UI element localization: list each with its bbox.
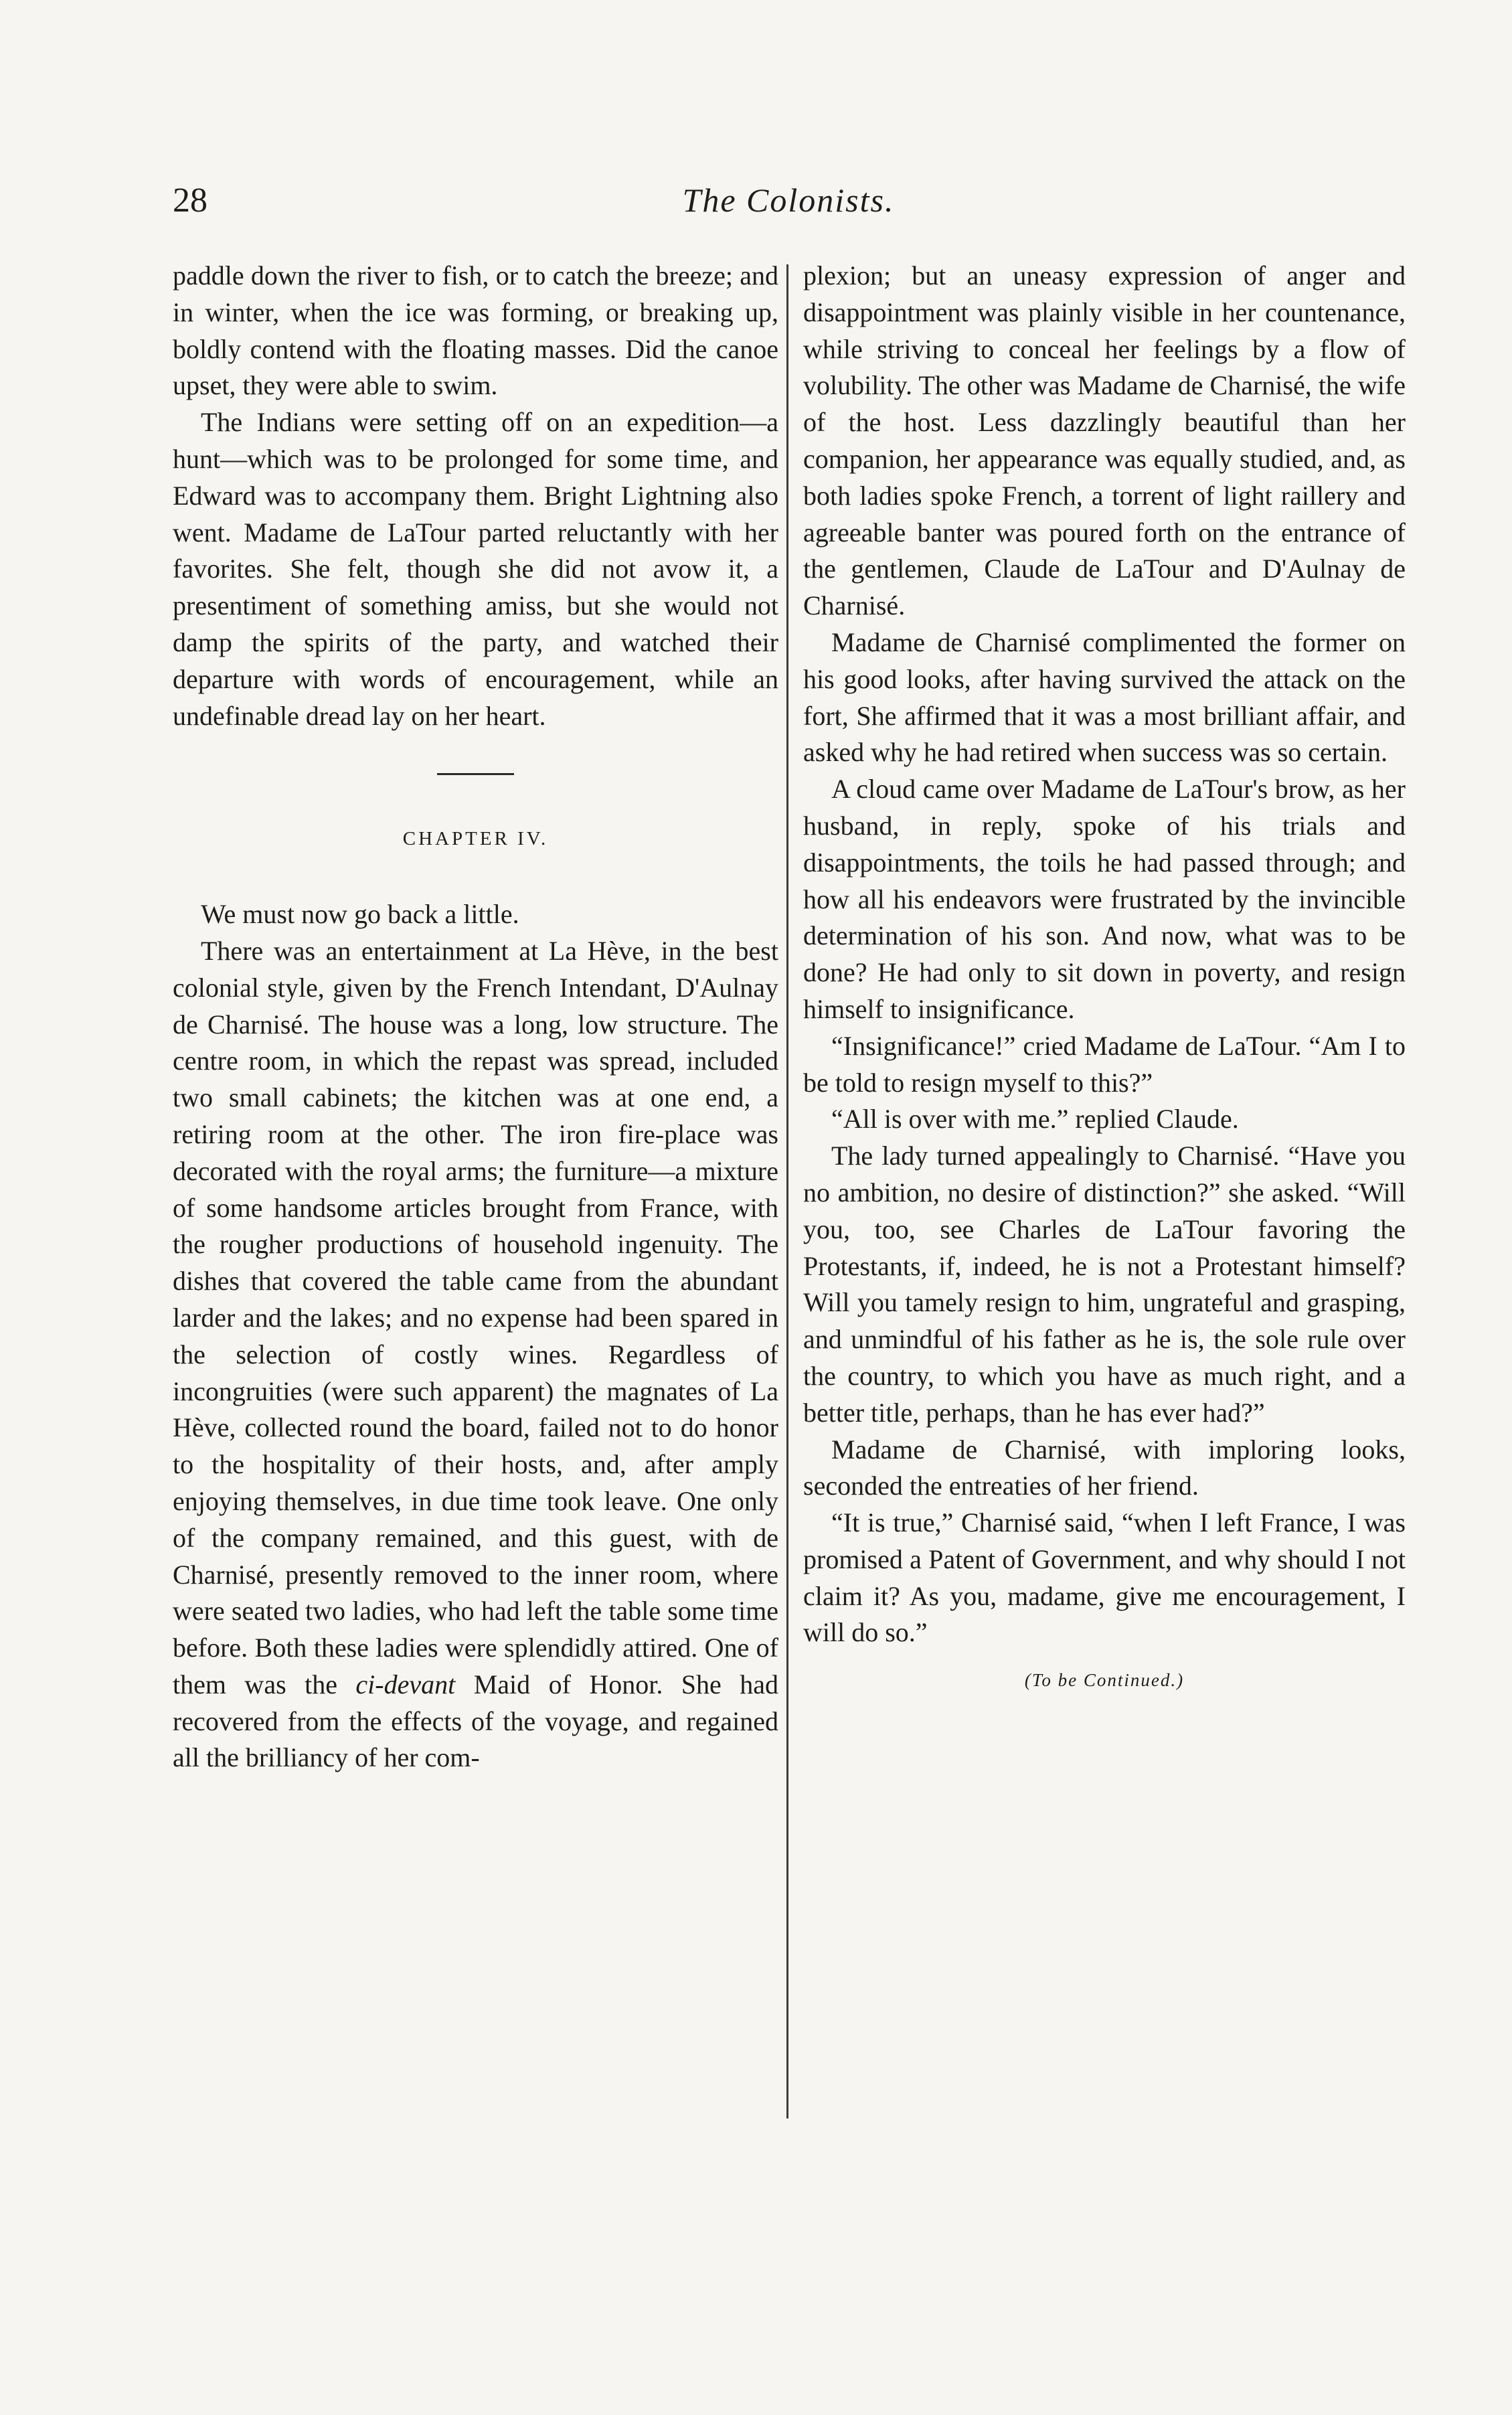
page-header bbox=[173, 181, 1404, 241]
paragraph: “It is true,” Charnisé said, “when I left France, I was promised a Patent of Government, and why should I not claim it? As you, madame, give me encouragement, I will do so.” bbox=[803, 1507, 1406, 1648]
to-be-continued-note: (To be Continued.) bbox=[1024, 1670, 1185, 1691]
paragraph: Madame de Charnisé complimented the former on his good looks, after having survived the attack on the fort, She affirmed that it was a most brilliant affair, and asked why he had retired when success was so certain. bbox=[803, 627, 1406, 768]
paragraph: paddle down the river to fish, or to catch the breeze; and in winter, when the ice was forming, or breaking up, boldly contend with the floating masses. Did the canoe upset, they were able to swim. bbox=[173, 260, 778, 401]
paragraph: Madame de Charnisé, with imploring looks, seconded the entreaties of her friend. bbox=[803, 1434, 1406, 1501]
running-title: The Colonists. bbox=[682, 181, 895, 219]
paragraph: “All is over with me.” replied Claude. bbox=[831, 1104, 1239, 1135]
right-column bbox=[803, 258, 1406, 1699]
paragraph: The lady turned appealingly to Charnisé. “Have you no ambition, no desire of distinction?” she asked. “Will you, too, see Charles de LaTour favoring the Protestants, if, indeed, he is not a Protestant himself? Will you tamely resign to him, ungrateful and grasping, and unmindful of his father as he is, the sole rule over the country, to which you have as much right, and a better title, perhaps, than he has ever had?” bbox=[803, 1141, 1406, 1428]
left-column bbox=[173, 258, 778, 1776]
chapter-heading: CHAPTER IV. bbox=[402, 828, 549, 850]
paragraph: “Insignificance!” cried Madame de LaTour. “Am I to be told to resign myself to this?” bbox=[803, 1030, 1406, 1098]
paragraph: The Indians were setting off on an expedition—a hunt—which was to be prolonged for some time, and Edward was to accompany them. Bright Lightning also went. Madame de LaTour parted reluctantly with her favorites. She felt, though she did not avow it, a presentiment of something amiss, but she would not damp the spirits of the party, and watched their departure with words of encouragement, while an undefinable dread lay on her heart. bbox=[173, 407, 778, 731]
section-divider bbox=[437, 773, 514, 775]
paragraph-text: Maid of Honor. She had recovered from the effects of the voyage, and regained all the brilliancy of her com- bbox=[173, 1669, 778, 1773]
column-divider-rule bbox=[786, 264, 788, 2118]
paragraph: plexion; but an uneasy expression of anger and disappointment was plainly visible in her countenance, while striving to conceal her feelings by a flow of volubility. The other was Madame de Charnisé, the wife of the host. Less dazzlingly beautiful than her companion, her appearance was equally studied, and, as both ladies spoke French, a torrent of light raillery and agreeable banter was poured forth on the entrance of the gentlemen, Claude de LaTour and D'Aulnay de Charnisé. bbox=[803, 260, 1406, 621]
page-number: 28 bbox=[173, 181, 207, 220]
paragraph: A cloud came over Madame de LaTour's brow, as her husband, in reply, spoke of his trials and disappointments, the toils he had passed through; and how all his endeavors were frustrated by the invincible determination of his son. And now, what was to be done? He had only to sit down in poverty, and resign himself to insignificance. bbox=[803, 774, 1406, 1024]
paragraph: We must now go back a little. bbox=[201, 899, 519, 930]
paragraph-text: There was an entertainment at La Hève, in the best colonial style, given by the French Intendant, D'Aulnay de Charnisé. The house was a long, low structure. The centre room, in which the repast was spread, included two small cabinets; the kitchen was at one end, a retiring room at the other. The iron fire-place was decorated with the royal arms; the furniture—a mixture of some handsome articles brought from France, with the rougher productions of household ingenuity. The dishes that covered the table came from the abundant larder and the lakes; and no expense had been spared in the selection of costly wines. Regardless of incongruities (were such apparent) the magnates of La Hève, collected round the board, failed not to do honor to the hospitality of their hosts, and, after amply enjoying themselves, in due time took leave. One only of the company remained, and this guest, with de Charnisé, presently removed to the inner room, where were seated two ladies, who had left the table some time before. Both these ladies were splendidly attired. One of them was the bbox=[173, 935, 778, 1699]
paragraph bbox=[173, 933, 778, 1776]
italic-phrase: ci-devant bbox=[355, 1669, 456, 1699]
